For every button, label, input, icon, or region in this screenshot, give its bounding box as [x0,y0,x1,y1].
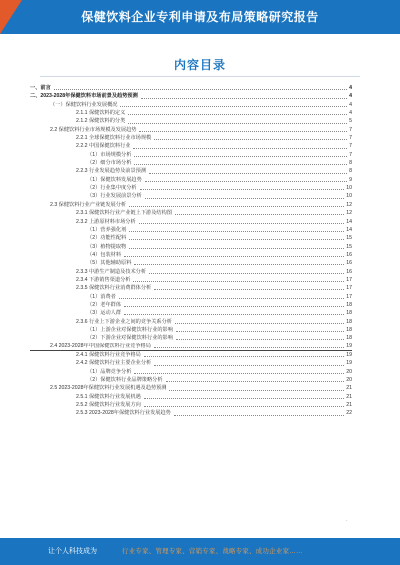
toc-leader-dots [124,256,344,257]
toc-entry[interactable] [30,184,352,192]
toc-leader-dots [129,231,344,232]
toc-page-number: 10 [346,185,352,192]
toc-entry-title: 2.3.2 上游原材料市场分析 [76,218,136,225]
toc-page-number: 15 [346,243,352,250]
toc-page-number: 19 [346,342,352,349]
toc-entry-title: 二、2023-2028年保健饮料市场前景及趋势预测 [30,93,138,100]
toc-page-number: 4 [349,101,352,108]
toc-page-number: 18 [346,318,352,325]
toc-leader-dots [169,390,344,391]
toc-leader-dots [134,156,347,157]
toc-leader-dots [134,373,344,374]
toc-page-number: 7 [349,126,352,133]
toc-leader-dots [145,181,347,182]
toc-page-number: 18 [346,326,352,333]
toc-leader-dots [174,415,344,416]
toc-entry-title: 2.3 保健饮料行业产业链发展分析 [50,201,127,208]
toc-page-number: 19 [346,352,352,358]
toc-entry[interactable] [30,159,352,167]
toc-page-number: 21 [346,393,352,400]
toc-entry-title: （1）上游企业对保健饮料行业的影响 [87,326,173,333]
toc-page-number: 7 [349,143,352,150]
toc-leader-dots [54,89,347,90]
toc-page-number: 5 [349,118,352,125]
toc-entry[interactable] [30,259,352,267]
toc-leader-dots [133,281,344,282]
toc-entry-title: 2.5.2 保健饮料行业发展方向 [76,402,141,409]
toc-entry-title: 2.5.3 2023-2028年保健饮料行业发展趋势 [76,410,171,417]
toc-entry[interactable] [30,84,352,92]
toc-leader-dots [134,264,344,265]
toc-leader-dots [129,248,344,249]
toc-entry-title: （2）细分市场分析 [87,160,132,167]
toc-leader-dots [149,273,344,274]
toc-leader-dots [139,131,347,132]
toc-page-number: 19 [346,360,352,367]
toc-entry[interactable] [30,276,352,284]
footer-slogan: 让个人科技成为 [48,548,97,555]
toc-page-number: 18 [346,310,352,317]
toc-entry-title: 2.3.1 保健饮料行业产业链上下游及结构图 [76,210,172,217]
toc-page-number: 4 [349,93,352,100]
toc-page-number: 21 [346,385,352,392]
toc-leader-dots [154,347,344,348]
toc-page-number: 17 [346,285,352,292]
toc-page-number: 4 [349,85,352,91]
toc-entry-title: （2）功能性配料 [87,235,127,242]
toc-leader-dots [176,331,344,332]
toc-leader-dots [129,239,344,240]
toc-entry-title: （3）行业发展前景分析 [87,193,142,200]
toc-entry[interactable] [30,176,352,184]
toc-entry[interactable] [30,359,352,367]
toc-leader-dots [144,398,344,399]
toc-entry[interactable] [30,393,352,401]
toc-entry[interactable] [30,351,352,359]
toc-page-number: 14 [346,218,352,225]
toc-leader-dots [145,198,344,199]
toc-entry[interactable] [30,309,352,317]
toc-page-number: 22 [346,410,352,417]
toc-leader-dots [154,139,347,140]
toc-page-number: 18 [346,301,352,308]
toc-entry-title: （2）保健饮料行业品牌策略分析 [87,377,163,384]
toc-entry-title: （1）保健饮料发展趋势 [87,176,142,183]
toc-entry[interactable] [30,209,352,217]
toc-entry-title: 2.2.3 行业发展趋势及前景预测 [76,168,147,175]
toc-page-number: 16 [346,260,352,267]
toc-entry[interactable] [30,234,352,242]
toc-leader-dots [166,381,345,382]
toc-page-number: 10 [346,193,352,200]
toc-leader-dots [139,223,345,224]
toc-entry[interactable] [30,343,352,351]
toc-leader-dots [134,164,347,165]
toc-page-number: 8 [349,160,352,167]
toc-entry-title: 一、前言 [30,85,51,91]
toc-entry[interactable] [30,409,352,417]
toc-leader-dots [128,123,347,124]
toc-entry-title: 2.5.1 保健饮料行业发展机遇 [76,393,141,400]
toc-entry[interactable] [30,126,352,134]
toc-leader-dots [149,173,347,174]
toc-page-number: 20 [346,377,352,384]
toc-entry[interactable] [30,384,352,392]
footer-roles: 行业专家、管理专家、营销专家、战略专家、成功企业家…… [122,548,303,555]
toc-leader-dots [124,314,344,315]
toc-entry-title: 2.2.1 全球保健饮料行业市场规模 [76,135,152,142]
toc-entry-title: （3）运动人群 [87,310,122,317]
toc-entry[interactable] [30,251,352,259]
toc-entry[interactable] [30,293,352,301]
toc-page-number: 16 [346,251,352,258]
toc-page-number: 14 [346,226,352,233]
toc-leader-dots [128,114,347,115]
toc-entry-title: （2）老年群体 [87,301,122,308]
toc-page-number: 16 [346,268,352,275]
toc-leader-dots [175,214,344,215]
toc-entry-title: （3）植物提取物 [87,243,127,250]
toc-entry-title: 2.3.6 行业上下游企业之间的竞争关系分析 [76,318,172,325]
toc-entry[interactable] [30,376,352,384]
toc-leader-dots [141,98,347,99]
toc-entry[interactable] [30,334,352,342]
toc-entry-title: 2.1.2 保健饮料的分类 [76,118,126,125]
toc-leader-dots [144,406,344,407]
footer-banner [0,538,400,565]
toc-page-number: 7 [349,135,352,142]
toc-leader-dots [154,365,344,366]
toc-leader-dots [144,356,344,357]
toc-page-number: 9 [349,176,352,183]
toc-entry-title: （2）行业集中度分析 [87,185,137,192]
toc-entry-title: 2.2 保健饮料行业市场规模及发展趋势 [50,126,137,133]
report-title: 保健饮料企业专利申请及布局策略研究报告 [81,10,319,24]
toc-entry-title: 2.4 2023-2028年中国保健饮料行业竞争格局 [50,342,151,349]
toc-entry-title: 2.1.1 保健饮料的定义 [76,110,126,117]
toc-entry[interactable] [30,318,352,326]
toc-entry[interactable] [30,101,352,109]
toc-leader-dots [124,306,344,307]
toc-leader-dots [140,189,345,190]
toc-page-number: 15 [346,235,352,242]
toc-entry[interactable] [30,92,352,100]
toc-page-number: 12 [346,201,352,208]
toc-heading: 内容目录 [173,58,226,72]
toc-page-number: 8 [349,168,352,175]
header-banner [0,0,400,34]
toc-page-number: 4 [349,110,352,117]
toc-entry[interactable] [30,284,352,292]
toc-entry-title: 2.4.2 保健饮料行业主要企业分析 [76,360,152,367]
toc-leader-dots [120,106,347,107]
toc-entry-title: （1）营养强化剂 [87,226,127,233]
toc-page-number: 17 [346,293,352,300]
toc-entry-title: （一）保健饮料行业发展概况 [50,101,118,108]
toc-entry[interactable] [30,368,352,376]
toc-entry-title: 2.3.4 下游销售渠道分析 [76,276,131,283]
toc-entry-title: 2.4.1 保健饮料行业竞争格局 [76,352,141,358]
toc-entry-title: 2.5 2023-2028年保健饮料行业发展机遇及趋势预测 [50,385,167,392]
toc-entry[interactable] [30,151,352,159]
toc-page-number: 12 [346,210,352,217]
title-divider [40,76,360,77]
toc-entry-title: （1）市场规模分析 [87,151,132,158]
toc-entry[interactable] [30,192,352,200]
page-marker: · [346,518,348,524]
toc-entry[interactable] [30,142,352,150]
toc-entry[interactable] [30,268,352,276]
toc-leader-dots [154,289,344,290]
toc-entry-title: （1）消费者 [87,293,116,300]
toc-leader-dots [133,148,347,149]
toc-entry[interactable] [30,134,352,142]
toc-page-number: 21 [346,402,352,409]
toc-entry[interactable] [30,301,352,309]
toc-entry-title: （4）包装材料 [87,251,122,258]
toc-entry[interactable] [30,167,352,175]
toc-page-number: 20 [346,368,352,375]
toc-entry[interactable] [30,109,352,117]
toc-page-number: 17 [346,276,352,283]
toc-entry[interactable] [30,117,352,125]
toc-page-number: 18 [346,335,352,342]
toc-page-number: 7 [349,151,352,158]
toc-entry[interactable] [30,401,352,409]
toc-leader-dots [176,339,344,340]
toc-entry-title: （5）其他辅助原料 [87,260,132,267]
toc-leader-dots [175,323,344,324]
toc-entry-title: 2.3.3 中游生产制造及技术分析 [76,268,147,275]
toc-entry-title: （2）下游企业对保健饮料行业的影响 [87,335,173,342]
table-of-contents [30,84,352,418]
toc-entry[interactable] [30,218,352,226]
toc-entry[interactable] [30,243,352,251]
toc-leader-dots [129,206,344,207]
toc-leader-dots [119,298,344,299]
toc-entry-title: （1）品牌竞争分析 [87,368,132,375]
toc-entry-title: 2.2.2 中国保健饮料行业 [76,143,131,150]
toc-entry[interactable] [30,326,352,334]
toc-entry[interactable] [30,201,352,209]
toc-entry[interactable] [30,226,352,234]
toc-entry-title: 2.3.5 保健饮料行业消费群体分析 [76,285,152,292]
